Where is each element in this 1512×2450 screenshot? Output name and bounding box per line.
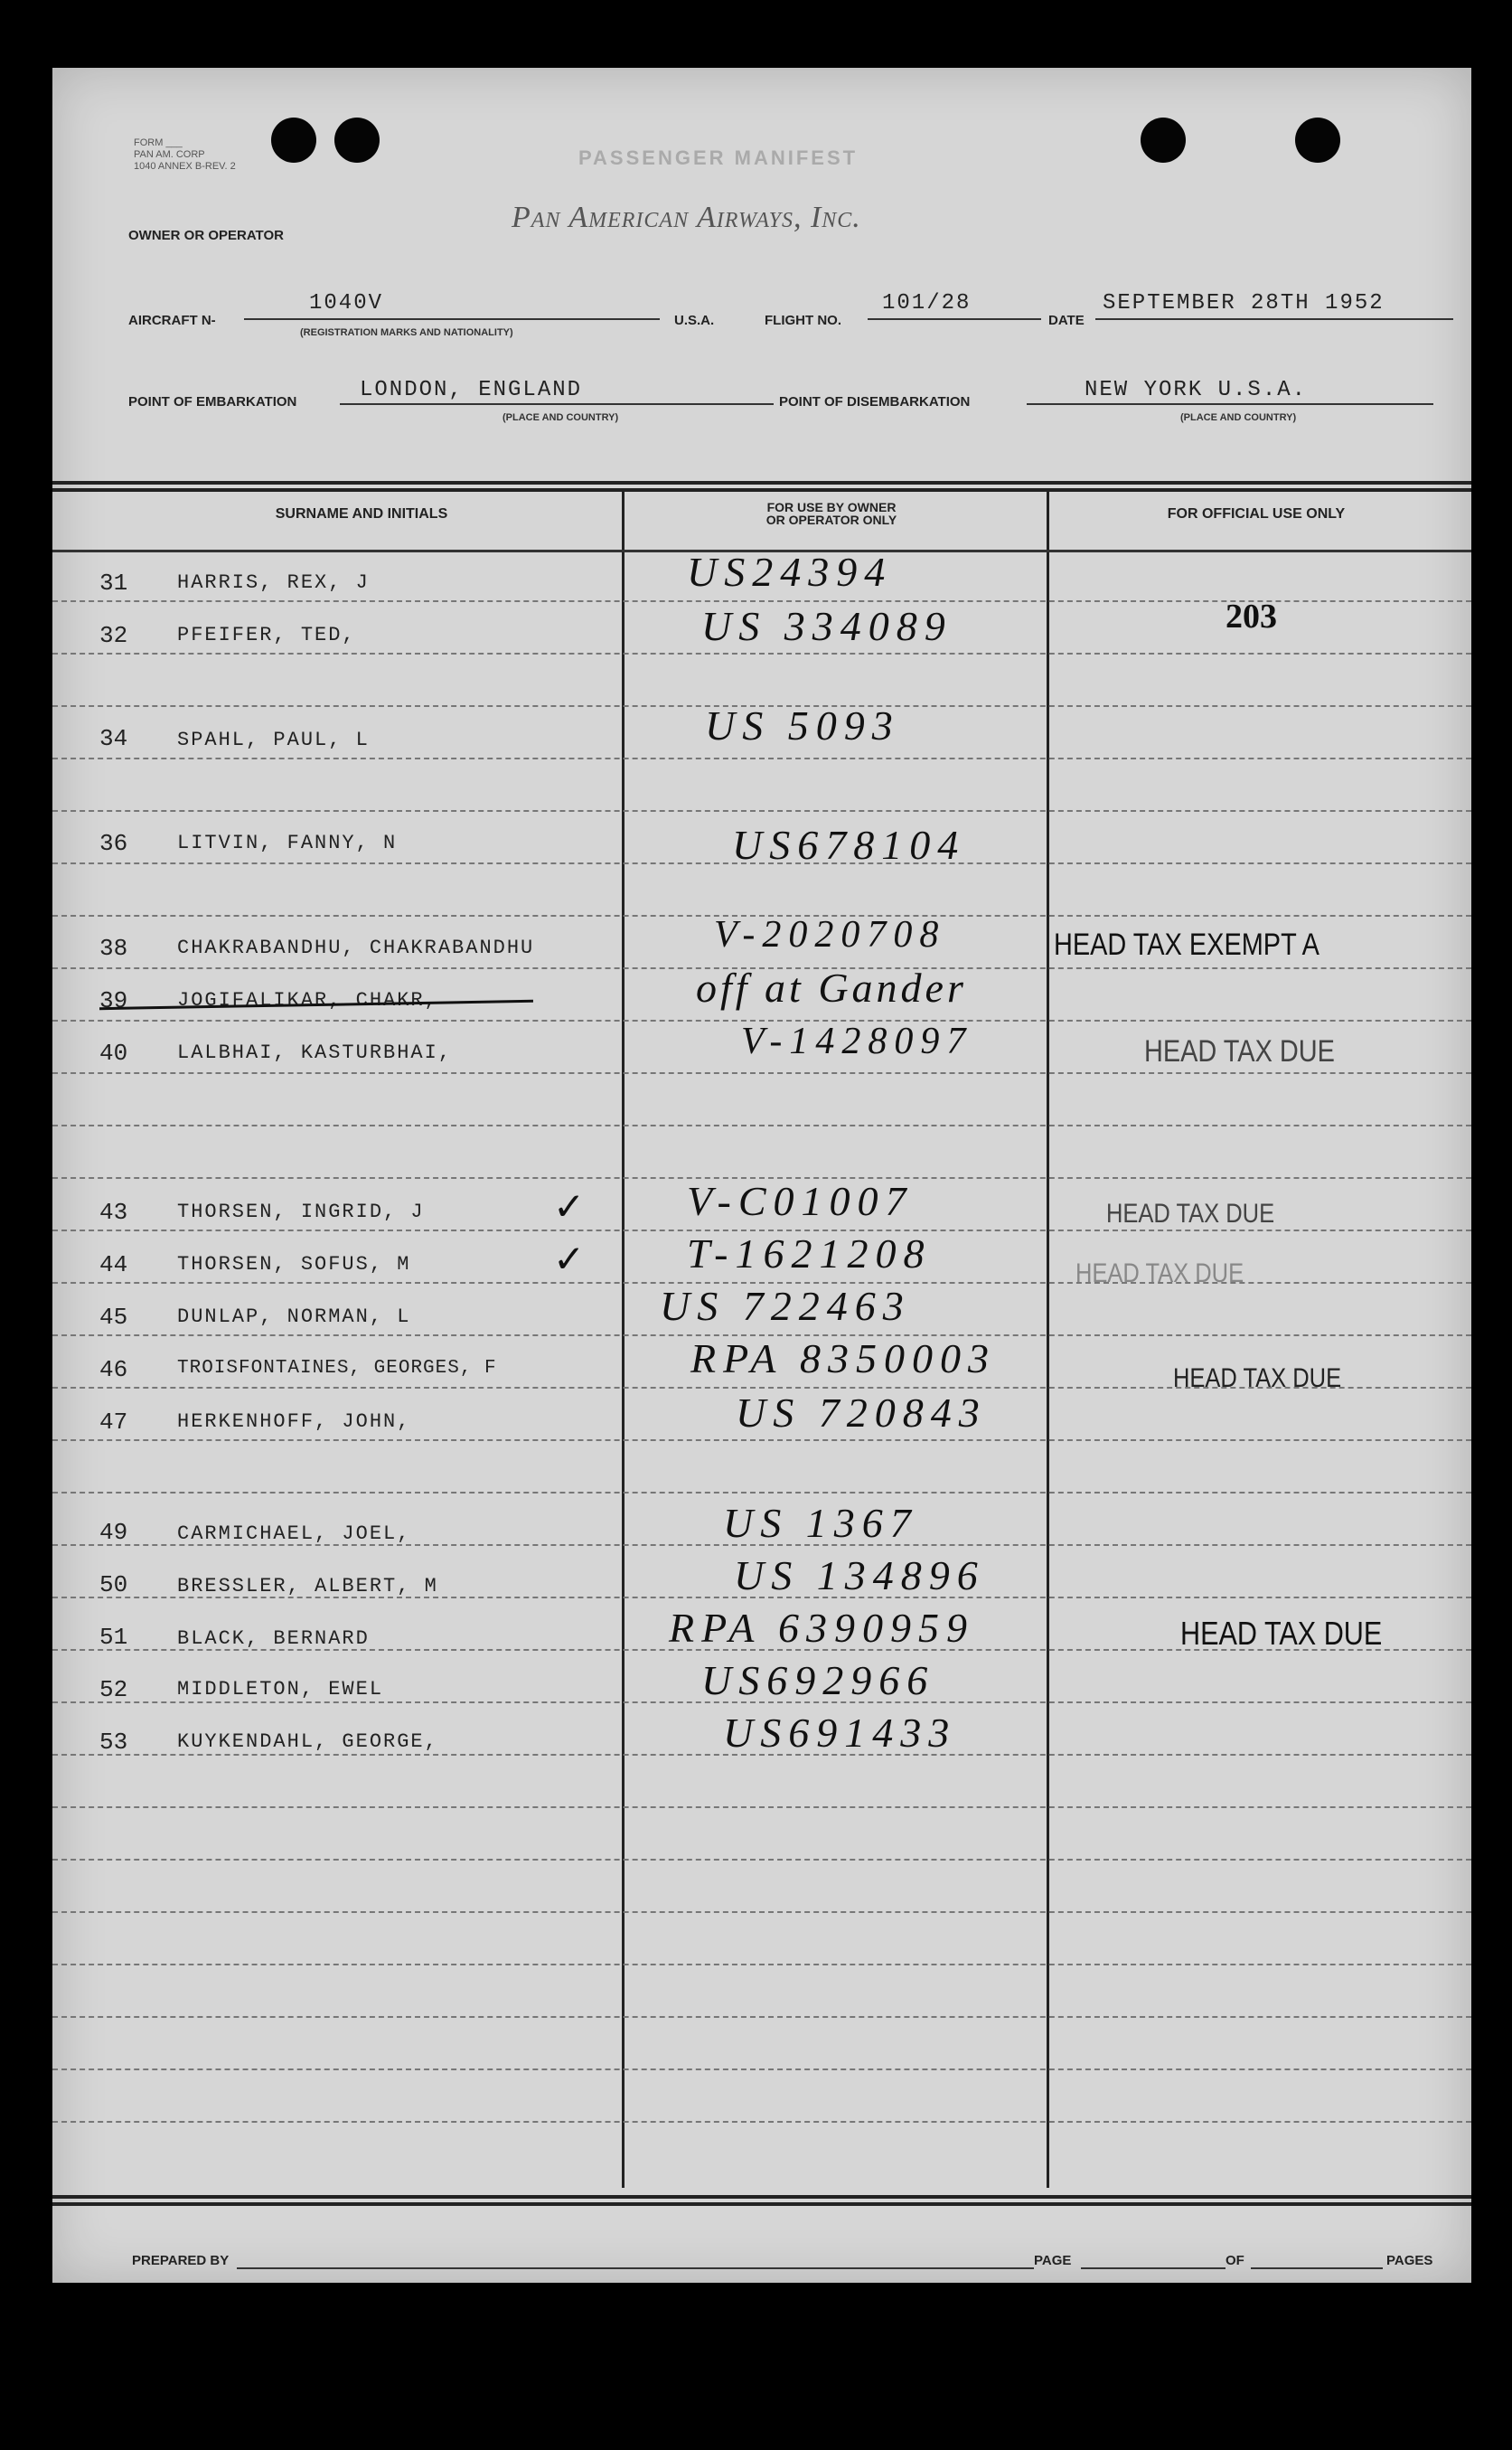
passenger-name: BRESSLER, ALBERT, M [177, 1575, 438, 1597]
row-number: 44 [99, 1251, 128, 1278]
official-note: HEAD TAX DUE [1075, 1258, 1244, 1288]
document-number: US 5093 [705, 702, 900, 749]
passenger-name: MIDDLETON, EWEL [177, 1678, 384, 1701]
disembarkation-underline [1027, 403, 1433, 405]
punch-hole-icon [1141, 118, 1186, 163]
punch-hole-icon [1295, 118, 1340, 163]
official-note: HEAD TAX DUE [1173, 1363, 1342, 1393]
aircraft-value: 1040V [309, 291, 384, 316]
row-number: 40 [99, 1040, 128, 1067]
passenger-name: HARRIS, REX, J [177, 571, 370, 594]
table-top-rule-2 [52, 488, 1471, 492]
punch-hole-icon [334, 118, 380, 163]
flight-label: FLIGHT NO. [765, 313, 841, 328]
row-number: 49 [99, 1519, 128, 1546]
page-line [1081, 2267, 1226, 2269]
stamp-number: 203 [1226, 598, 1277, 636]
official-note: HEAD TAX DUE [1180, 1615, 1383, 1652]
of-label: OF [1226, 2253, 1244, 2268]
official-note: HEAD TAX DUE [1144, 1034, 1335, 1069]
owner-label: OWNER OR OPERATOR [128, 228, 284, 243]
aircraft-label: AIRCRAFT N- [128, 313, 216, 328]
check-mark-icon: ✓ [553, 1187, 586, 1229]
embarkation-label: POINT OF EMBARKATION [128, 394, 297, 410]
column-divider [622, 488, 625, 2188]
disembarkation-value: NEW YORK U.S.A. [1085, 378, 1308, 402]
passenger-name: BLACK, BERNARD [177, 1627, 370, 1650]
table-top-rule [52, 481, 1471, 485]
row-number: 52 [99, 1676, 128, 1703]
document-number: T-1621208 [687, 1230, 932, 1277]
row-number: 38 [99, 935, 128, 962]
table-bottom-rule-2 [52, 2202, 1471, 2206]
passenger-name: HERKENHOFF, JOHN, [177, 1410, 411, 1433]
passenger-name: CHAKRABANDHU, CHAKRABANDHU [177, 937, 535, 959]
form-stamp: FORM ___ PAN AM. CORP 1040 ANNEX B-REV. 2 [134, 137, 236, 172]
row-number: 39 [99, 987, 128, 1014]
row-number: 36 [99, 830, 128, 857]
passenger-name: PFEIFER, TED, [177, 624, 356, 646]
of-line [1251, 2267, 1383, 2269]
document-number: US 720843 [736, 1390, 987, 1436]
document-number: V-C01007 [687, 1178, 914, 1224]
official-note: HEAD TAX DUE [1106, 1199, 1275, 1229]
disembarkation-caption: (PLACE AND COUNTRY) [1180, 412, 1297, 423]
embarkation-underline [340, 403, 774, 405]
passenger-name: LALBHAI, KASTURBHAI, [177, 1041, 453, 1064]
flight-underline [868, 318, 1041, 320]
row-number: 47 [99, 1409, 128, 1436]
prepared-by-line [237, 2267, 1034, 2269]
document-number: US678104 [732, 822, 966, 868]
document-number: US 334089 [701, 603, 953, 649]
passenger-name: LITVIN, FANNY, N [177, 832, 398, 854]
official-use-header: FOR OFFICIAL USE ONLY [1167, 506, 1346, 522]
document-number: US 722463 [660, 1283, 911, 1329]
date-value: SEPTEMBER 28TH 1952 [1103, 291, 1385, 316]
page-label: PAGE [1034, 2253, 1072, 2268]
aircraft-caption: (REGISTRATION MARKS AND NATIONALITY) [300, 327, 513, 338]
document-note: off at Gander [696, 965, 967, 1011]
passenger-name: THORSEN, SOFUS, M [177, 1253, 411, 1276]
embarkation-value: LONDON, ENGLAND [360, 378, 583, 402]
row-number: 43 [99, 1199, 128, 1226]
document-number: US691433 [723, 1710, 957, 1756]
row-number: 31 [99, 570, 128, 597]
document-number: US692966 [701, 1657, 935, 1703]
usa-label: U.S.A. [674, 313, 715, 328]
row-number: 45 [99, 1304, 128, 1331]
owner-use-header: FOR USE BY OWNER OR OPERATOR ONLY [765, 500, 897, 527]
passenger-name: JOGIFALIKAR, CHAKR, [177, 989, 438, 1012]
passenger-name: THORSEN, INGRID, J [177, 1201, 425, 1223]
check-mark-icon: ✓ [553, 1239, 586, 1281]
row-number: 50 [99, 1571, 128, 1598]
document-number: US 1367 [723, 1500, 918, 1546]
row-number: 32 [99, 622, 128, 649]
manifest-title: PASSENGER MANIFEST [578, 146, 859, 169]
date-underline [1095, 318, 1453, 320]
airline-name: Pan American Airways, Inc. [512, 201, 861, 234]
table-bottom-rule [52, 2195, 1471, 2199]
document-number: V-2020708 [714, 914, 946, 956]
surname-header: SURNAME AND INITIALS [275, 506, 448, 522]
column-divider [1047, 488, 1049, 2188]
document-number: RPA 8350003 [690, 1335, 997, 1381]
document-number: US24394 [687, 549, 893, 595]
pages-label: PAGES [1386, 2253, 1433, 2268]
passenger-name: KUYKENDAHL, GEORGE, [177, 1730, 438, 1753]
document-number: RPA 6390959 [669, 1605, 975, 1651]
official-note: HEAD TAX EXEMPT A [1054, 928, 1319, 962]
disembarkation-label: POINT OF DISEMBARKATION [779, 394, 971, 410]
row-number: 46 [99, 1356, 128, 1383]
flight-value: 101/28 [882, 291, 972, 316]
punch-hole-icon [271, 118, 316, 163]
document-number: V-1428097 [741, 1021, 973, 1062]
prepared-by-label: PREPARED BY [132, 2253, 230, 2268]
aircraft-underline [244, 318, 660, 320]
passenger-name: TROISFONTAINES, GEORGES, F [177, 1358, 497, 1379]
date-label: DATE [1048, 313, 1085, 328]
embarkation-caption: (PLACE AND COUNTRY) [502, 412, 619, 423]
row-number: 53 [99, 1729, 128, 1756]
passenger-name: DUNLAP, NORMAN, L [177, 1305, 411, 1328]
document-number: US 134896 [734, 1552, 985, 1598]
row-number: 51 [99, 1624, 128, 1651]
passenger-name: CARMICHAEL, JOEL, [177, 1522, 411, 1545]
passenger-name: SPAHL, PAUL, L [177, 729, 370, 751]
row-number: 34 [99, 725, 128, 752]
